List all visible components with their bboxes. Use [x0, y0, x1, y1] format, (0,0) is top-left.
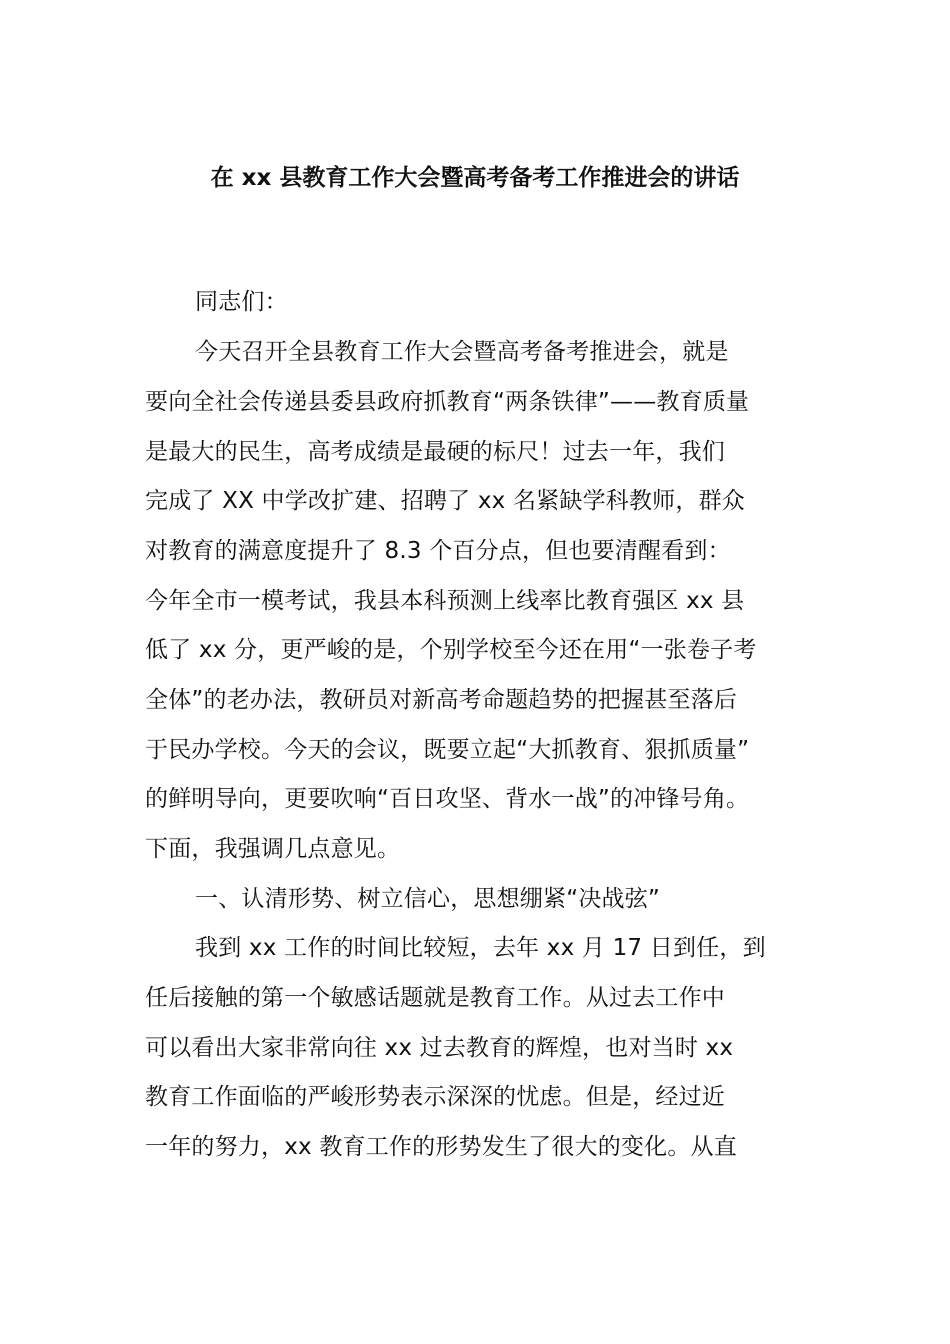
salutation: 同志们：: [195, 289, 288, 315]
paragraph-line: 今年全市一模考试，我县本科预测上线率比教育强区 xx 县: [145, 588, 745, 614]
paragraph-line: 今天召开全县教育工作大会暨高考备考推进会，就是: [195, 339, 729, 365]
paragraph-line: 对教育的满意度提升了 8.3 个百分点，但也要清醒看到：: [145, 538, 731, 564]
paragraph-line: 低了 xx 分，更严峻的是，个别学校至今还在用“一张卷子考: [145, 637, 757, 663]
paragraph-line: 教育工作面临的严峻形势表示深深的忧虑。但是，经过近: [145, 1084, 725, 1110]
section-heading: 一、认清形势、树立信心，思想绷紧“决战弦”: [195, 886, 661, 912]
paragraph-line: 下面，我强调几点意见。: [145, 836, 401, 862]
paragraph-line: 的鲜明导向，更要吹响“百日攻坚、背水一战”的冲锋号角。: [145, 786, 750, 812]
paragraph-line: 一年的努力，xx 教育工作的形势发生了很大的变化。从直: [145, 1134, 737, 1160]
paragraph-line: 任后接触的第一个敏感话题就是教育工作。从过去工作中: [145, 985, 725, 1011]
paragraph-line: 是最大的民生，高考成绩是最硬的标尺！过去一年，我们: [145, 439, 725, 465]
paragraph-line: 完成了 XX 中学改扩建、招聘了 xx 名紧缺学科教师，群众: [145, 488, 745, 514]
document-title: 在 xx 县教育工作大会暨高考备考工作推进会的讲话: [210, 165, 740, 191]
paragraph-line: 全体”的老办法，教研员对新高考命题趋势的把握甚至落后: [145, 687, 738, 713]
paragraph-line: 要向全社会传递县委县政府抓教育“两条铁律”——教育质量: [145, 389, 750, 415]
paragraph-line: 可以看出大家非常向往 xx 过去教育的辉煌，也对当时 xx: [145, 1035, 734, 1061]
paragraph-line: 我到 xx 工作的时间比较短，去年 xx 月 17 日到任，到: [195, 935, 766, 961]
paragraph-line: 于民办学校。今天的会议，既要立起“大抓教育、狠抓质量”: [145, 737, 750, 763]
